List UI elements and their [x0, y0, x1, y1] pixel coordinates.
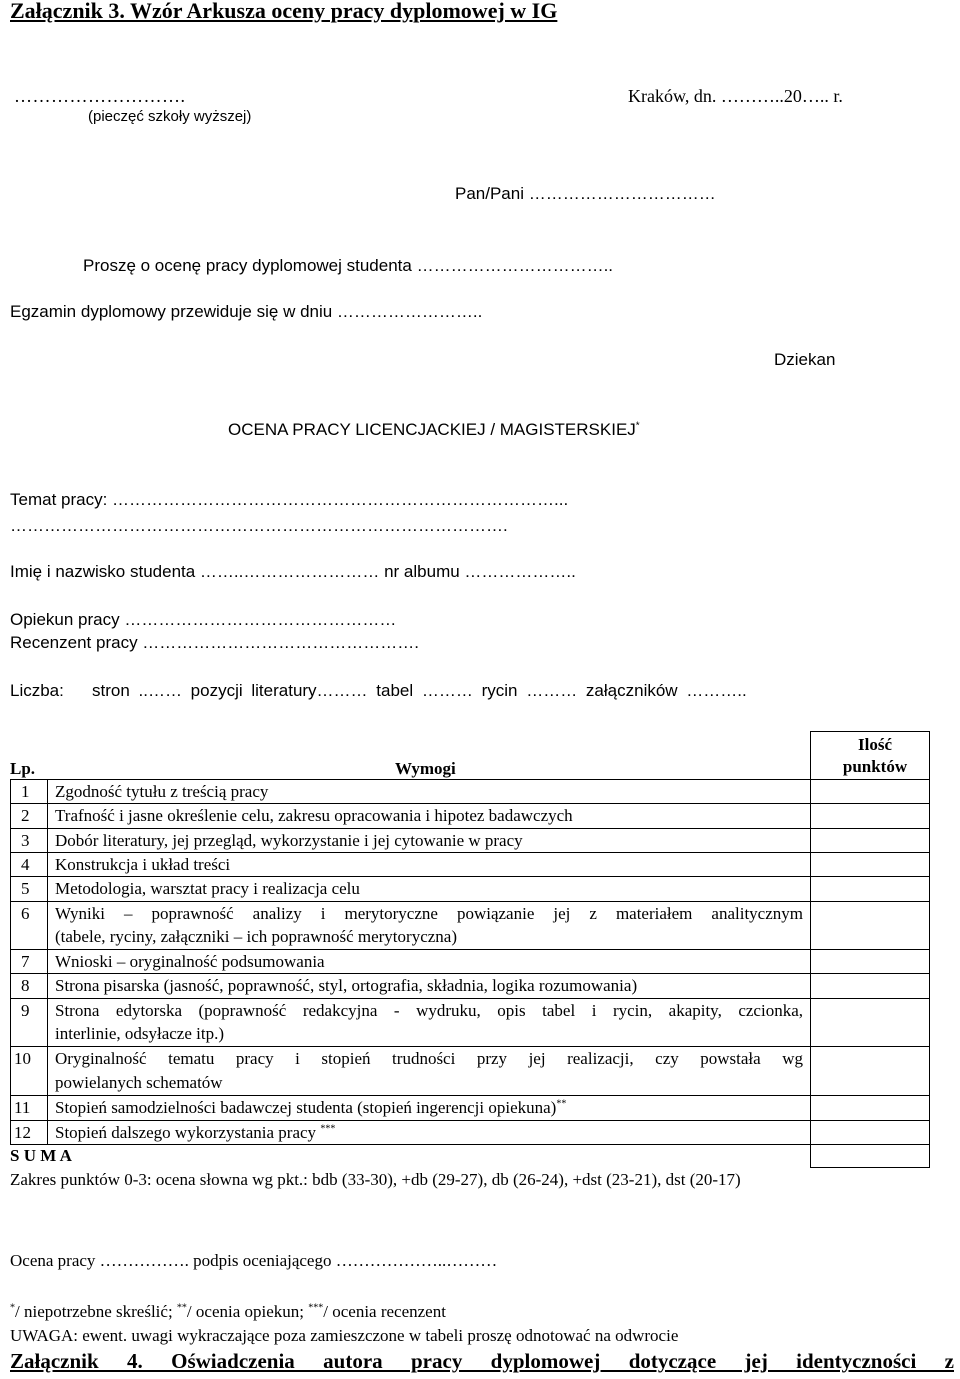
table-line	[10, 973, 930, 974]
row-5-text: Metodologia, warsztat pracy i realizacja celu	[55, 879, 360, 898]
addressee: Pan/Pani ……………………………	[455, 184, 716, 203]
row-12-number: 12	[14, 1123, 31, 1142]
row-10-number: 10	[14, 1049, 31, 1068]
row-6-text-continued: (tabele, ryciny, załączniki – ich poprawność merytoryczna)	[55, 927, 457, 946]
row-3-text: Dobór literatury, jej przegląd, wykorzystanie i jej cytowanie w pracy	[55, 831, 523, 850]
student-field: Imię i nazwisko studenta ……..…………………… nr albumu ………………..	[10, 562, 576, 581]
reviewer-field: Recenzent pracy ………………………………………….	[10, 633, 420, 652]
row-3-number: 3	[21, 831, 30, 850]
dean-label: Dziekan	[774, 350, 836, 369]
row-8-number: 8	[21, 976, 30, 995]
table-line	[10, 949, 930, 950]
row-9-number: 9	[21, 1001, 30, 1020]
points-scale: Zakres punktów 0-3: ocena słowna wg pkt.: bdb (33-30), +db (29-27), db (26-24), +dst (23-21), dst (20-17)	[10, 1170, 741, 1189]
table-line	[810, 731, 811, 1168]
row-11-mark: **	[556, 1098, 567, 1110]
row-6-text: Wyniki – poprawność analizy i merytoryczne powiązanie jej z materiałem analitycznym	[55, 904, 803, 923]
exam-line: Egzamin dyplomowy przewiduje się w dniu ……………………..	[10, 302, 483, 321]
stamp-label: (pieczęć szkoły wyższej)	[88, 108, 252, 125]
table-line	[929, 731, 930, 1168]
next-heading: Załącznik 4. Oświadczenia autora pracy dyplomowej dotyczące jej identyczności z	[10, 1349, 954, 1373]
table-line	[810, 731, 930, 732]
grade-line: Ocena pracy ……………. podpis oceniającego ………………..………	[10, 1251, 498, 1270]
row-2-number: 2	[21, 806, 30, 825]
table-line	[10, 901, 930, 902]
topic-field-continued: …………………………………………………………………………….	[10, 516, 508, 535]
col-header-requirements: Wymogi	[395, 759, 456, 778]
col-header-points-1: Ilość	[858, 735, 892, 754]
footnote-text-3: / ocenia recenzent	[323, 1302, 446, 1321]
table-line	[10, 876, 930, 877]
footnote-mark-1: *	[10, 1302, 15, 1314]
row-8-text: Strona pisarska (jasność, poprawność, styl, ortografia, składnia, logika rozumowania)	[55, 976, 638, 995]
row-4-text: Konstrukcja i układ treści	[55, 855, 231, 874]
col-header-points-2: punktów	[842, 757, 908, 776]
row-9-text-continued: interlinie, odsyłacze itp.)	[55, 1024, 224, 1043]
row-6-number: 6	[21, 904, 30, 923]
table-line	[10, 1144, 930, 1145]
col-header-lp: Lp.	[10, 759, 36, 778]
table-line	[10, 1046, 930, 1047]
table-line	[10, 828, 930, 829]
row-1-text: Zgodność tytułu z treścią pracy	[55, 782, 269, 801]
footnote-mark-2: **	[176, 1302, 187, 1314]
table-line	[10, 1095, 930, 1096]
row-10-text-continued: powielanych schematów	[55, 1073, 223, 1092]
row-2-text: Trafność i jasne określenie celu, zakresu opracowania i hipotez badawczych	[55, 806, 573, 825]
table-line	[10, 779, 930, 780]
form-title-mark: *	[635, 420, 640, 432]
row-1-number: 1	[21, 782, 30, 801]
page-heading: Załącznik 3. Wzór Arkusza oceny pracy dyplomowej w IG	[10, 0, 558, 23]
row-12-mark: ***	[320, 1123, 336, 1135]
footnote-text-1: / niepotrzebne skreślić;	[15, 1302, 177, 1321]
supervisor-field: Opiekun pracy …………………………………………	[10, 610, 397, 629]
form-title	[228, 420, 640, 440]
topic-field: Temat pracy: ……………………………………………………………………...	[10, 490, 569, 509]
counts-values: stron ..…… pozycji literatury……… tabel ……… rycin ……… załączników ………..	[92, 681, 747, 700]
table-line	[47, 779, 48, 1144]
table-line	[10, 1120, 930, 1121]
table-line	[810, 1167, 930, 1168]
footnote-text-2: / ocenia opiekun;	[186, 1302, 309, 1321]
note-line: UWAGA: ewent. uwagi wykraczające poza zamieszczone w tabeli proszę odnotować na odwrocie	[10, 1326, 679, 1345]
request-line: Proszę o ocenę pracy dyplomowej studenta ……………………………..	[83, 256, 614, 275]
row-7-number: 7	[21, 952, 30, 971]
footnote	[10, 1302, 446, 1322]
row-11-number: 11	[14, 1098, 31, 1117]
form-title-text: OCENA PRACY LICENCJACKIEJ / MAGISTERSKIEJ	[228, 420, 636, 439]
evaluation-table	[10, 731, 930, 1168]
table-line	[10, 852, 930, 853]
row-12-text: Stopień dalszego wykorzystania pracy	[55, 1123, 317, 1142]
row-10-text: Oryginalność tematu pracy i stopień trudności przy jej realizacji, czy powstała wg	[55, 1049, 803, 1068]
row-7-text: Wnioski – oryginalność podsumowania	[55, 952, 325, 971]
row-9-text: Strona edytorska (poprawność redakcyjna - wydruku, opis tabel i rycin, akapity, czcionka,	[55, 1001, 803, 1020]
table-line	[10, 998, 930, 999]
row-11-text: Stopień samodzielności badawczej studenta (stopień ingerencji opiekuna)	[55, 1098, 557, 1117]
table-line	[10, 779, 11, 1144]
row-5-number: 5	[21, 879, 30, 898]
footnote-mark-3: ***	[308, 1302, 324, 1314]
place-date: Kraków, dn. ………..20….. r.	[628, 86, 843, 106]
stamp-dots: ……………………….	[14, 86, 186, 106]
row-12-text-wrap	[55, 1121, 335, 1144]
row-4-number: 4	[21, 855, 30, 874]
counts-label: Liczba:	[10, 681, 64, 700]
sum-label: S U M A	[10, 1146, 72, 1165]
table-line	[10, 803, 930, 804]
row-11-text-wrap	[55, 1096, 566, 1119]
